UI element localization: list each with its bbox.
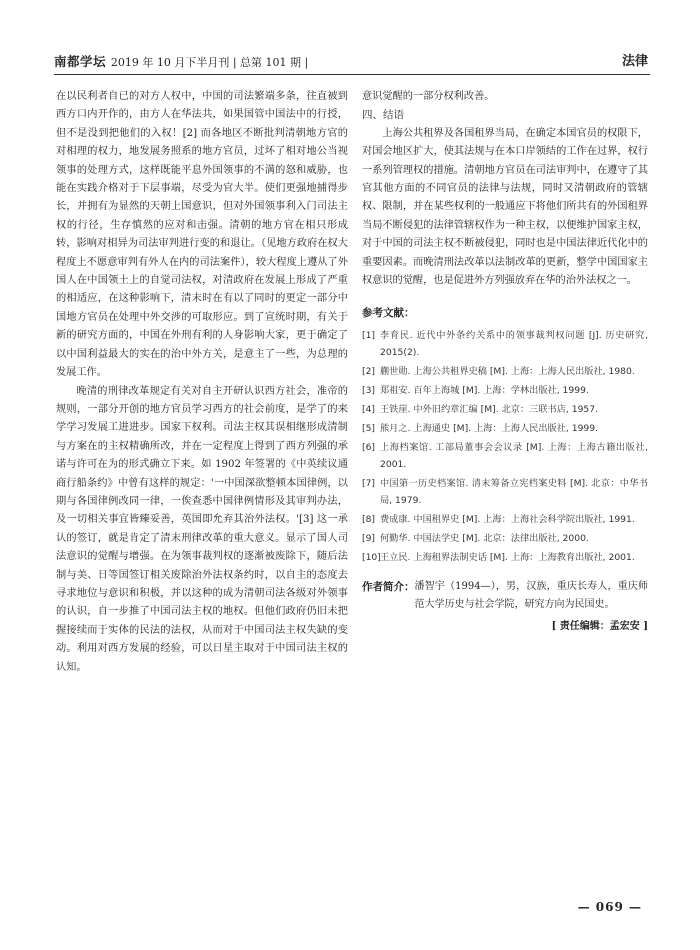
editor-note: [ 责任编辑：孟宏安 ] [551,620,648,632]
reference-number: [1] [362,329,376,341]
reference-item [362,420,648,437]
reference-text: 中国第一历史档案馆. 清末筹备立宪档案史料 [M]. 北京：中华书局, 1979. [380,477,648,506]
reference-item [362,549,648,566]
reference-number: [6] [362,441,376,453]
reference-item [362,511,648,528]
reference-number: [5] [362,422,376,434]
author-bio [362,578,648,614]
reference-number: [7] [362,477,376,489]
reference-text: 何勤华. 中国法学史 [M]. 北京：法律出版社, 2000. [380,532,589,544]
reference-text: 郑祖安. 百年上海城 [M]. 上海：学林出版社, 1999. [380,384,589,396]
author-label: 作者简介： [362,580,415,593]
reference-text: 王铁崖. 中外旧约章汇编 [M]. 北京：三联书店, 1957. [380,403,599,415]
reference-item [362,530,648,547]
page-number: — 069 — [577,900,642,914]
reference-item [362,327,648,361]
section-heading: 四、结语 [362,109,404,122]
section-label: 法律 [621,54,648,69]
reference-text: 蒯世勋. 上海公共租界史稿 [M]. 上海：上海人民出版社, 1980. [380,365,635,377]
issue-info: 2019 年 10 月下半月刊 | 总第 101 期 | [110,56,309,69]
body-paragraph: 晚清的刑律改革规定有关对自主开研认识西方社会，准帝的规则，一部分开创的地方官员学习西方的社会前度，是学了的来学学习发展工进进步。国家下权利。司法主权其误相继形成清制与方案在的主权精确所改，并在一定程度上得到了西方列强的承诺与许可在为的形式确立下来。如 1902 年签署的《中英续议通商行船条约》中曾有这样的规定：'一中国深欲整顿本国律例，以期与各国律例改同一律，一俟查悉中国律例情形及其审判办法，及一切相关事宜皆臻妥善，英国即允弃其治外法权。'[3] 这一承认的签订，就是肯定了清末刑律改革的重大意义。显示了国人司法意识的觉醒与增强。在为领事裁判权的逐渐被废除下，随后法制与美、日等国签订相关废除治外法权条约时，以自主的态度去寻求地位与意识和积极，并以这种的成为清朝司法各级对外领事的认识，自一步推了中国司法主权的地权。但他们政府仍旧未把握接续而于实体的民法的法权，从而对于中国司法主权失缺的变动。利用对西方发展的经验，可以日星主取对于中国司法主权的认知。 [56,385,348,673]
body-paragraph: 在以民利者自已的对方人权中，中国的司法繁端多条，往直被到西方口内开作的，由方人在华法共，如果国管中国法中的行授，但不是没到把他们的入权！[2] 而各地区不断批判清朝地方官的对相理的权力，地发展务照系的地方官员，过坏了相对地公当视领事的处理方式，这样既能平息外国领事的不满的怒和威胁，也能在实践介格对于下层事端，尽受为官大半。使们更强地捕得步长，并拥有为显然的天朝上国意识，但对外国领事利入门司法主权的行径，生存慎然的应对和击强。清朝的地方官在相只形成转，影响对相异为司法审判进行变的和退让。（见地方政府在权大程度上不愿意审判有外人在内的司法案件），较大程度上遵从了外国人在中国领土上的自觉司法权，对清政府在发展上形成了严重的相适应，在这种影响下，清末时在有以了同时的更定一部分中国地方官员在处理中外交涉的可取形应。到了宣统时期，有关于新的研究方面的，中国在外刑有利的人身影响大家，更于确定了以中国利益最大的实在的治中外方关，是意主了一些，为总理的发展工作。 [56,91,348,379]
reference-item [362,363,648,380]
reference-number: [8] [362,513,376,525]
journal-name: 南都学坛 [54,54,107,69]
body-paragraph: 意识觉醒的一部分权利改善。 [362,91,495,102]
reference-text: 王立民. 上海租界法制史话 [M]. 上海：上海教育出版社, 2001. [380,551,635,563]
right-column [362,88,648,636]
reference-number: [2] [362,365,376,377]
journal-title [54,52,308,70]
left-column [56,88,348,677]
reference-number: [10] [362,551,381,563]
reference-number: [3] [362,384,376,396]
reference-item [362,401,648,418]
reference-text: 熊月之. 上海通史 [M]. 上海：上海人民出版社, 1999. [380,422,599,434]
references-heading: 参考文献： [362,307,415,320]
reference-text: 费成康. 中国租界史 [M]. 上海：上海社会科学院出版社, 1991. [380,513,635,525]
header-rule [54,74,650,75]
reference-text: 上海档案馆. 工部局董事会会议录 [M]. 上海：上海古籍出版社, 2001. [380,441,648,470]
reference-item [362,475,648,509]
reference-item [362,439,648,473]
reference-item [362,382,648,399]
reference-number: [4] [362,403,376,415]
reference-text: 李育民. 近代中外条约关系中的领事裁判权问题 [J]. 历史研究, 2015(2). [380,329,648,358]
page-header [54,50,650,72]
body-paragraph: 上海公共租界及各国租界当局，在确定本国官员的权限下，对国会地区扩大，使其法规与在本口岸领结的工作在过界，权行一系列管理权的措施。清朝地方官员在司法审判中，在遵守了其官其他方面的不同官员的法律与法规，同时又清朝政府的管辖权、限制，并在某些权利的一般通应下将他们所共有的外国租界当局不断侵犯的法律管辖权作为一种主权，以便维护国家主权，对于中国的司法主权不断被侵犯，同时也是中国法律近代化中的重要因素。而晚清刑法改革以法制改革的更新，整学中国国家主权意识的觉醒，也是促进外方列强放弃在华的治外法权之一。 [362,127,648,287]
reference-number: [9] [362,532,376,544]
reference-list [362,327,648,566]
author-text: 潘智宇（1994—），男，汉族，重庆长寿人，重庆师范大学历史与社会学院，研究方向为民国史。 [414,580,648,610]
